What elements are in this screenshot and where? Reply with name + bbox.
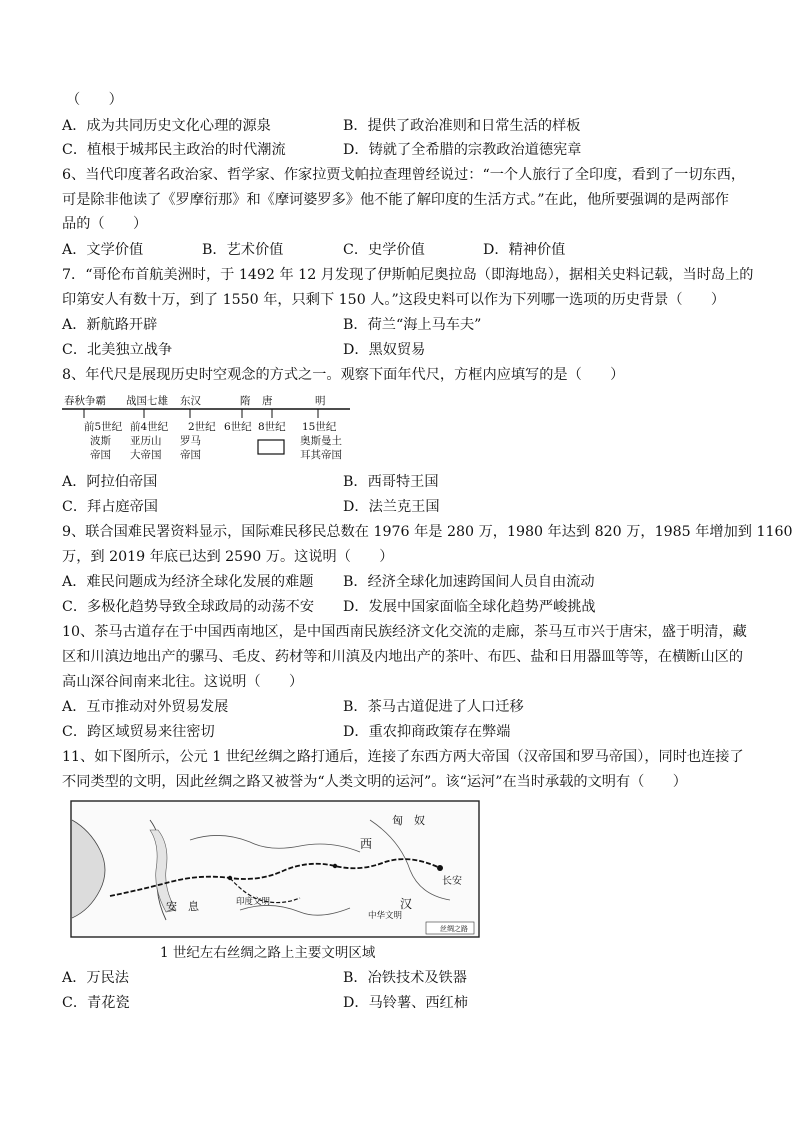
tl-century-0: 前5世纪 (84, 421, 123, 433)
map-label-anxi: 安 息 (166, 900, 199, 913)
tl-bottom-0b: 帝国 (90, 449, 111, 461)
q7-line-1: 7．“哥伦布首航美洲时，于 1492 年 12 月发现了伊斯帕尼奥拉岛（即海地岛），据相关史料记载，当时岛上的 (62, 267, 754, 283)
map-label-changan: 长安 (442, 876, 462, 887)
q9-option-d[interactable]: D．发展中国家面临全球化趋势严峻挑战 (343, 599, 596, 615)
tl-bottom-1a: 亚历山 (130, 435, 162, 447)
tl-century-2: 2世纪 (188, 421, 216, 433)
tl-blank-box (258, 440, 284, 454)
q11-option-c[interactable]: C．青花瓷 (62, 995, 130, 1011)
tl-bottom-3b: 耳其帝国 (300, 449, 342, 461)
q8-option-c[interactable]: C．拜占庭帝国 (62, 499, 158, 515)
q10-line-1: 10、茶马古道存在于中国西南地区，是中国西南民族经济文化交流的走廊，茶马互市兴于唐宋，盛于明清，藏 (62, 624, 747, 640)
tl-bottom-0a: 波斯 (90, 435, 111, 447)
q10-line-2: 区和川滇边地出产的骡马、毛皮、药材等和川滇及内地出产的茶叶、布匹、盐和日用器皿等等，在横断山区的 (62, 649, 744, 665)
map-label-china: 中华文明 (368, 911, 403, 921)
q8-option-b[interactable]: B．西哥特王国 (343, 474, 439, 490)
q11-option-b[interactable]: B．冶铁技术及铁器 (343, 970, 467, 986)
q7-option-a[interactable]: A．新航路开辟 (62, 317, 158, 333)
tl-bottom-2b: 帝国 (180, 449, 201, 461)
q5-option-b[interactable]: B．提供了政治准则和日常生活的样板 (343, 118, 581, 134)
q5-option-a[interactable]: A．成为共同历史文化心理的源泉 (62, 118, 271, 134)
timeline-svg (62, 392, 352, 468)
q10-option-a[interactable]: A．互市推动对外贸易发展 (62, 699, 229, 715)
q10-option-b[interactable]: B．茶马古道促进了人口迁移 (343, 699, 524, 715)
tl-century-3: 6世纪 (224, 421, 252, 433)
q6-option-d[interactable]: D．精神价值 (483, 242, 566, 258)
q7-option-d[interactable]: D．黑奴贸易 (343, 342, 426, 358)
q8-line-1: 8、年代尺是展现历史时空观念的方式之一。观察下面年代尺，方框内应填写的是（ ） (62, 367, 625, 383)
map-city-mid (333, 864, 337, 868)
q6-option-a[interactable]: A．文学价值 (62, 242, 144, 258)
q6-line-3: 品的（ ） (62, 216, 148, 232)
q10-option-d[interactable]: D．重农抑商政策存在弊端 (343, 724, 511, 740)
q9-line-1: 9、联合国难民署资料显示，国际难民移民总数在 1976 年是 280 万，1980 年达到 820 万，1985 年增加到 1160 (62, 524, 793, 540)
map-city-changan (437, 865, 443, 871)
silk-road-map (70, 800, 480, 938)
map-label-han: 汉 (400, 897, 413, 911)
tl-top-0: 春秋争霸 (64, 395, 106, 407)
q7-option-c[interactable]: C．北美独立战争 (62, 342, 173, 358)
map-caption: 1 世纪左右丝绸之路上主要文明区域 (160, 945, 376, 961)
map-city-west (228, 876, 232, 880)
tl-top-3: 隋 (240, 395, 251, 407)
q8-option-a[interactable]: A．阿拉伯帝国 (62, 474, 158, 490)
map-label-xi: 西 (360, 837, 373, 851)
q6-option-b[interactable]: B．艺术价值 (202, 242, 284, 258)
q6-option-c[interactable]: C．史学价值 (343, 242, 425, 258)
tl-century-1: 前4世纪 (130, 421, 169, 433)
q6-line-1: 6、当代印度著名政治家、哲学家、作家拉贾戈帕拉查理曾经说过：“一个人旅行了全印度，看到了一切东西， (62, 167, 746, 183)
tl-century-4: 8世纪 (258, 421, 286, 433)
tl-top-5: 明 (315, 395, 326, 407)
map-label-xiongnu: 匈 奴 (392, 814, 425, 827)
tl-century-5: 15世纪 (302, 421, 337, 433)
q6-line-2: 可是除非他读了《罗摩衍那》和《摩诃婆罗多》他不能了解印度的生活方式。”在此，他所要强调的是两部作 (62, 192, 729, 208)
tl-top-4: 唐 (262, 395, 273, 407)
q9-option-c[interactable]: C．多极化趋势导致全球政局的动荡不安 (62, 599, 315, 615)
q7-option-b[interactable]: B．荷兰“海上马车夫” (343, 317, 482, 333)
tl-top-1: 战国七雄 (126, 395, 168, 407)
tl-top-2: 东汉 (180, 395, 201, 407)
tl-bottom-1b: 大帝国 (130, 449, 162, 461)
q8-option-d[interactable]: D．法兰克王国 (343, 499, 440, 515)
timeline-figure (62, 392, 352, 468)
q9-option-a[interactable]: A．难民问题成为经济全球化发展的难题 (62, 574, 314, 590)
map-label-india: 印度文明 (236, 897, 271, 907)
q11-option-a[interactable]: A．万民法 (62, 970, 129, 986)
q9-line-2: 万，到 2019 年底已达到 2590 万。这说明（ ） (62, 549, 394, 565)
silk-road-map-svg (70, 800, 480, 938)
q5-option-c[interactable]: C．植根于城邦民主政治的时代潮流 (62, 142, 286, 158)
q10-line-3: 高山深谷间南来北往。这说明（ ） (62, 674, 304, 690)
q9-option-b[interactable]: B．经济全球化加速跨国间人员自由流动 (343, 574, 595, 590)
tl-bottom-2a: 罗马 (180, 435, 201, 447)
q11-line-1: 11、如下图所示，公元 1 世纪丝绸之路打通后，连接了东西方两大帝国（汉帝国和罗马帝国），同时也连接了 (62, 749, 744, 765)
q7-line-2: 印第安人有数十万，到了 1550 年，只剩下 150 人。”这段史料可以作为下列哪一选项的历史背景（ ） (62, 292, 726, 308)
tl-bottom-3a: 奥斯曼土 (300, 435, 342, 447)
q11-option-d[interactable]: D．马铃薯、西红柿 (343, 995, 468, 1011)
q5-stem-tail: （ ） (66, 92, 123, 108)
q5-option-d[interactable]: D．铸就了全希腊的宗教政治道德宪章 (343, 142, 582, 158)
q10-option-c[interactable]: C．跨区域贸易来往密切 (62, 724, 215, 740)
q11-line-2: 不同类型的文明，因此丝绸之路又被誉为“人类文明的运河”。该“运河”在当时承载的文明有（ ） (62, 774, 687, 790)
map-legend-label: 丝绸之路 (440, 925, 468, 933)
